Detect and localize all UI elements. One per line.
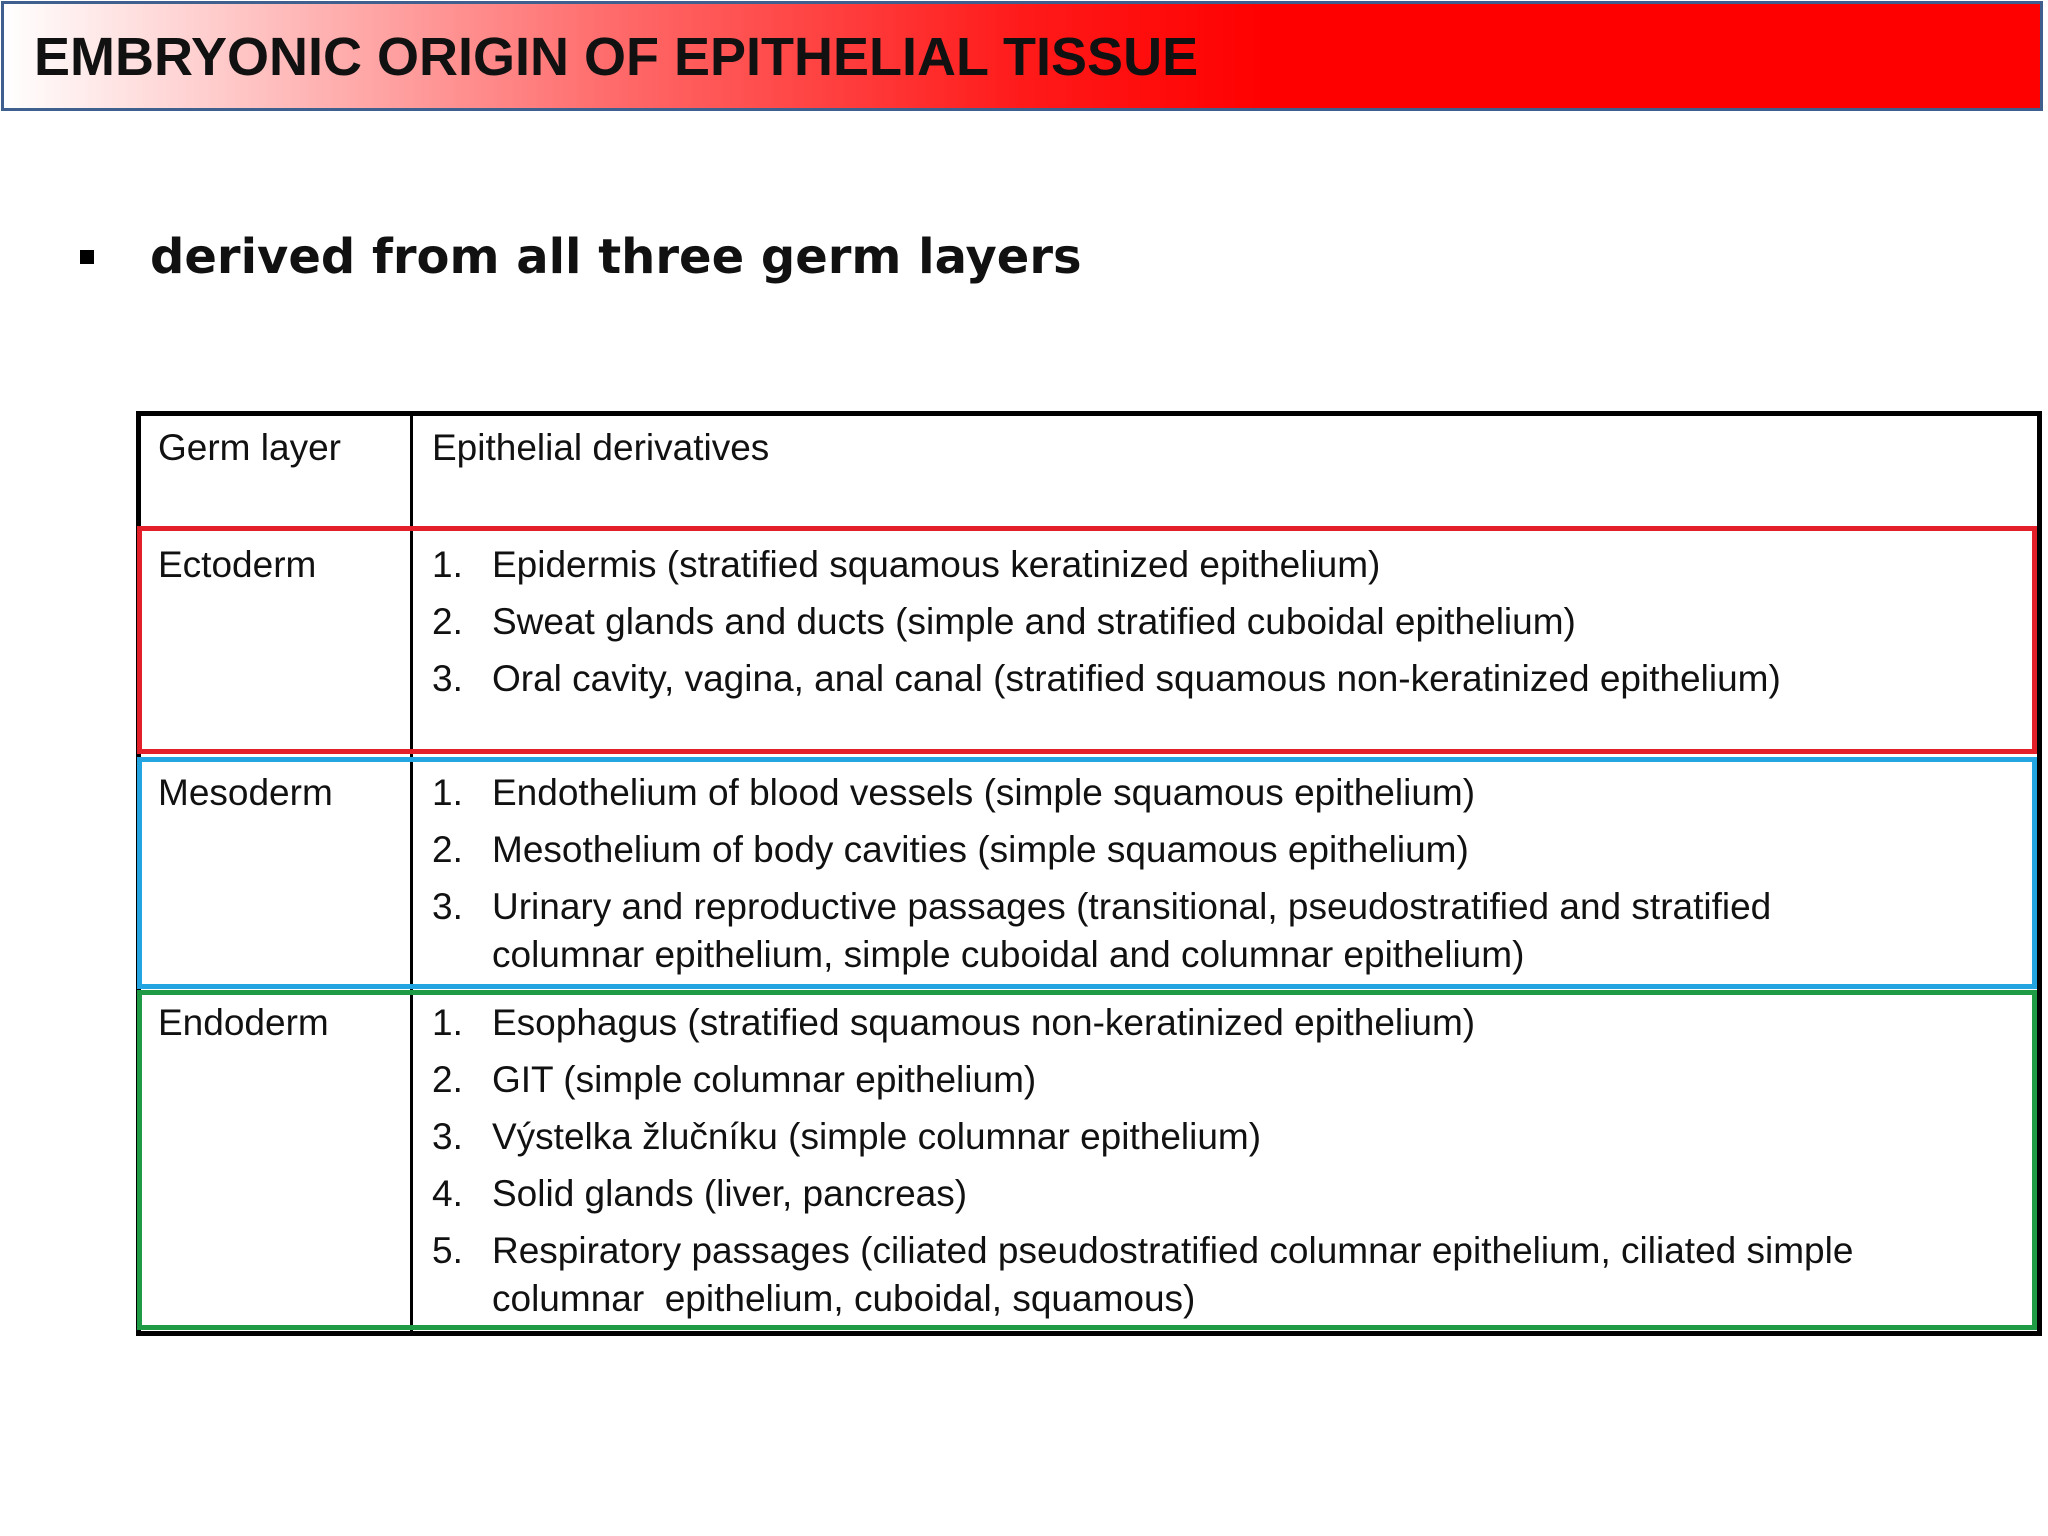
bullet-point	[80, 222, 1082, 292]
endoderm-derivatives-list	[432, 999, 1853, 1332]
row-label-endoderm: Endoderm	[158, 1002, 329, 1043]
list-item: 2. Sweat glands and ducts (simple and stratified cuboidal epithelium)	[432, 601, 1576, 642]
row-label-ectoderm: Ectoderm	[158, 544, 317, 585]
header-epithelial-derivatives: Epithelial derivatives	[432, 427, 770, 468]
ectoderm-derivatives-list	[432, 541, 1781, 712]
bullet-text: derived from all three germ layers	[150, 229, 1082, 285]
list-item: 1. Endothelium of blood vessels (simple squamous epithelium)	[432, 772, 1476, 813]
slide-title: EMBRYONIC ORIGIN OF EPITHELIAL TISSUE	[34, 27, 1199, 87]
mesoderm-derivatives-list	[432, 769, 1771, 988]
list-item: 1. Epidermis (stratified squamous keratinized epithelium)	[432, 544, 1381, 585]
list-item: 3. Oral cavity, vagina, anal canal (stratified squamous non-keratinized epithelium)	[432, 658, 1781, 699]
header-germ-layer: Germ layer	[158, 427, 341, 468]
list-item: 1. Esophagus (stratified squamous non-keratinized epithelium)	[432, 1002, 1476, 1043]
title-bar	[1, 1, 2043, 111]
list-item: 5. Respiratory passages (ciliated pseudostratified columnar epithelium, ciliated simple columnar epithelium, cuboidal, squamous)	[432, 1230, 1854, 1319]
row-label-mesoderm: Mesoderm	[158, 772, 333, 813]
list-item: 4. Solid glands (liver, pancreas)	[432, 1173, 968, 1214]
list-item: 2. GIT (simple columnar epithelium)	[432, 1059, 1037, 1100]
list-item: 3. Výstelka žlučníku (simple columnar epithelium)	[432, 1116, 1262, 1157]
square-bullet-icon	[80, 250, 94, 264]
list-item: 2. Mesothelium of body cavities (simple squamous epithelium)	[432, 829, 1469, 870]
list-item: 3. Urinary and reproductive passages (transitional, pseudostratified and stratified columnar epithelium, simple cuboidal and columnar epithelium)	[432, 886, 1772, 975]
